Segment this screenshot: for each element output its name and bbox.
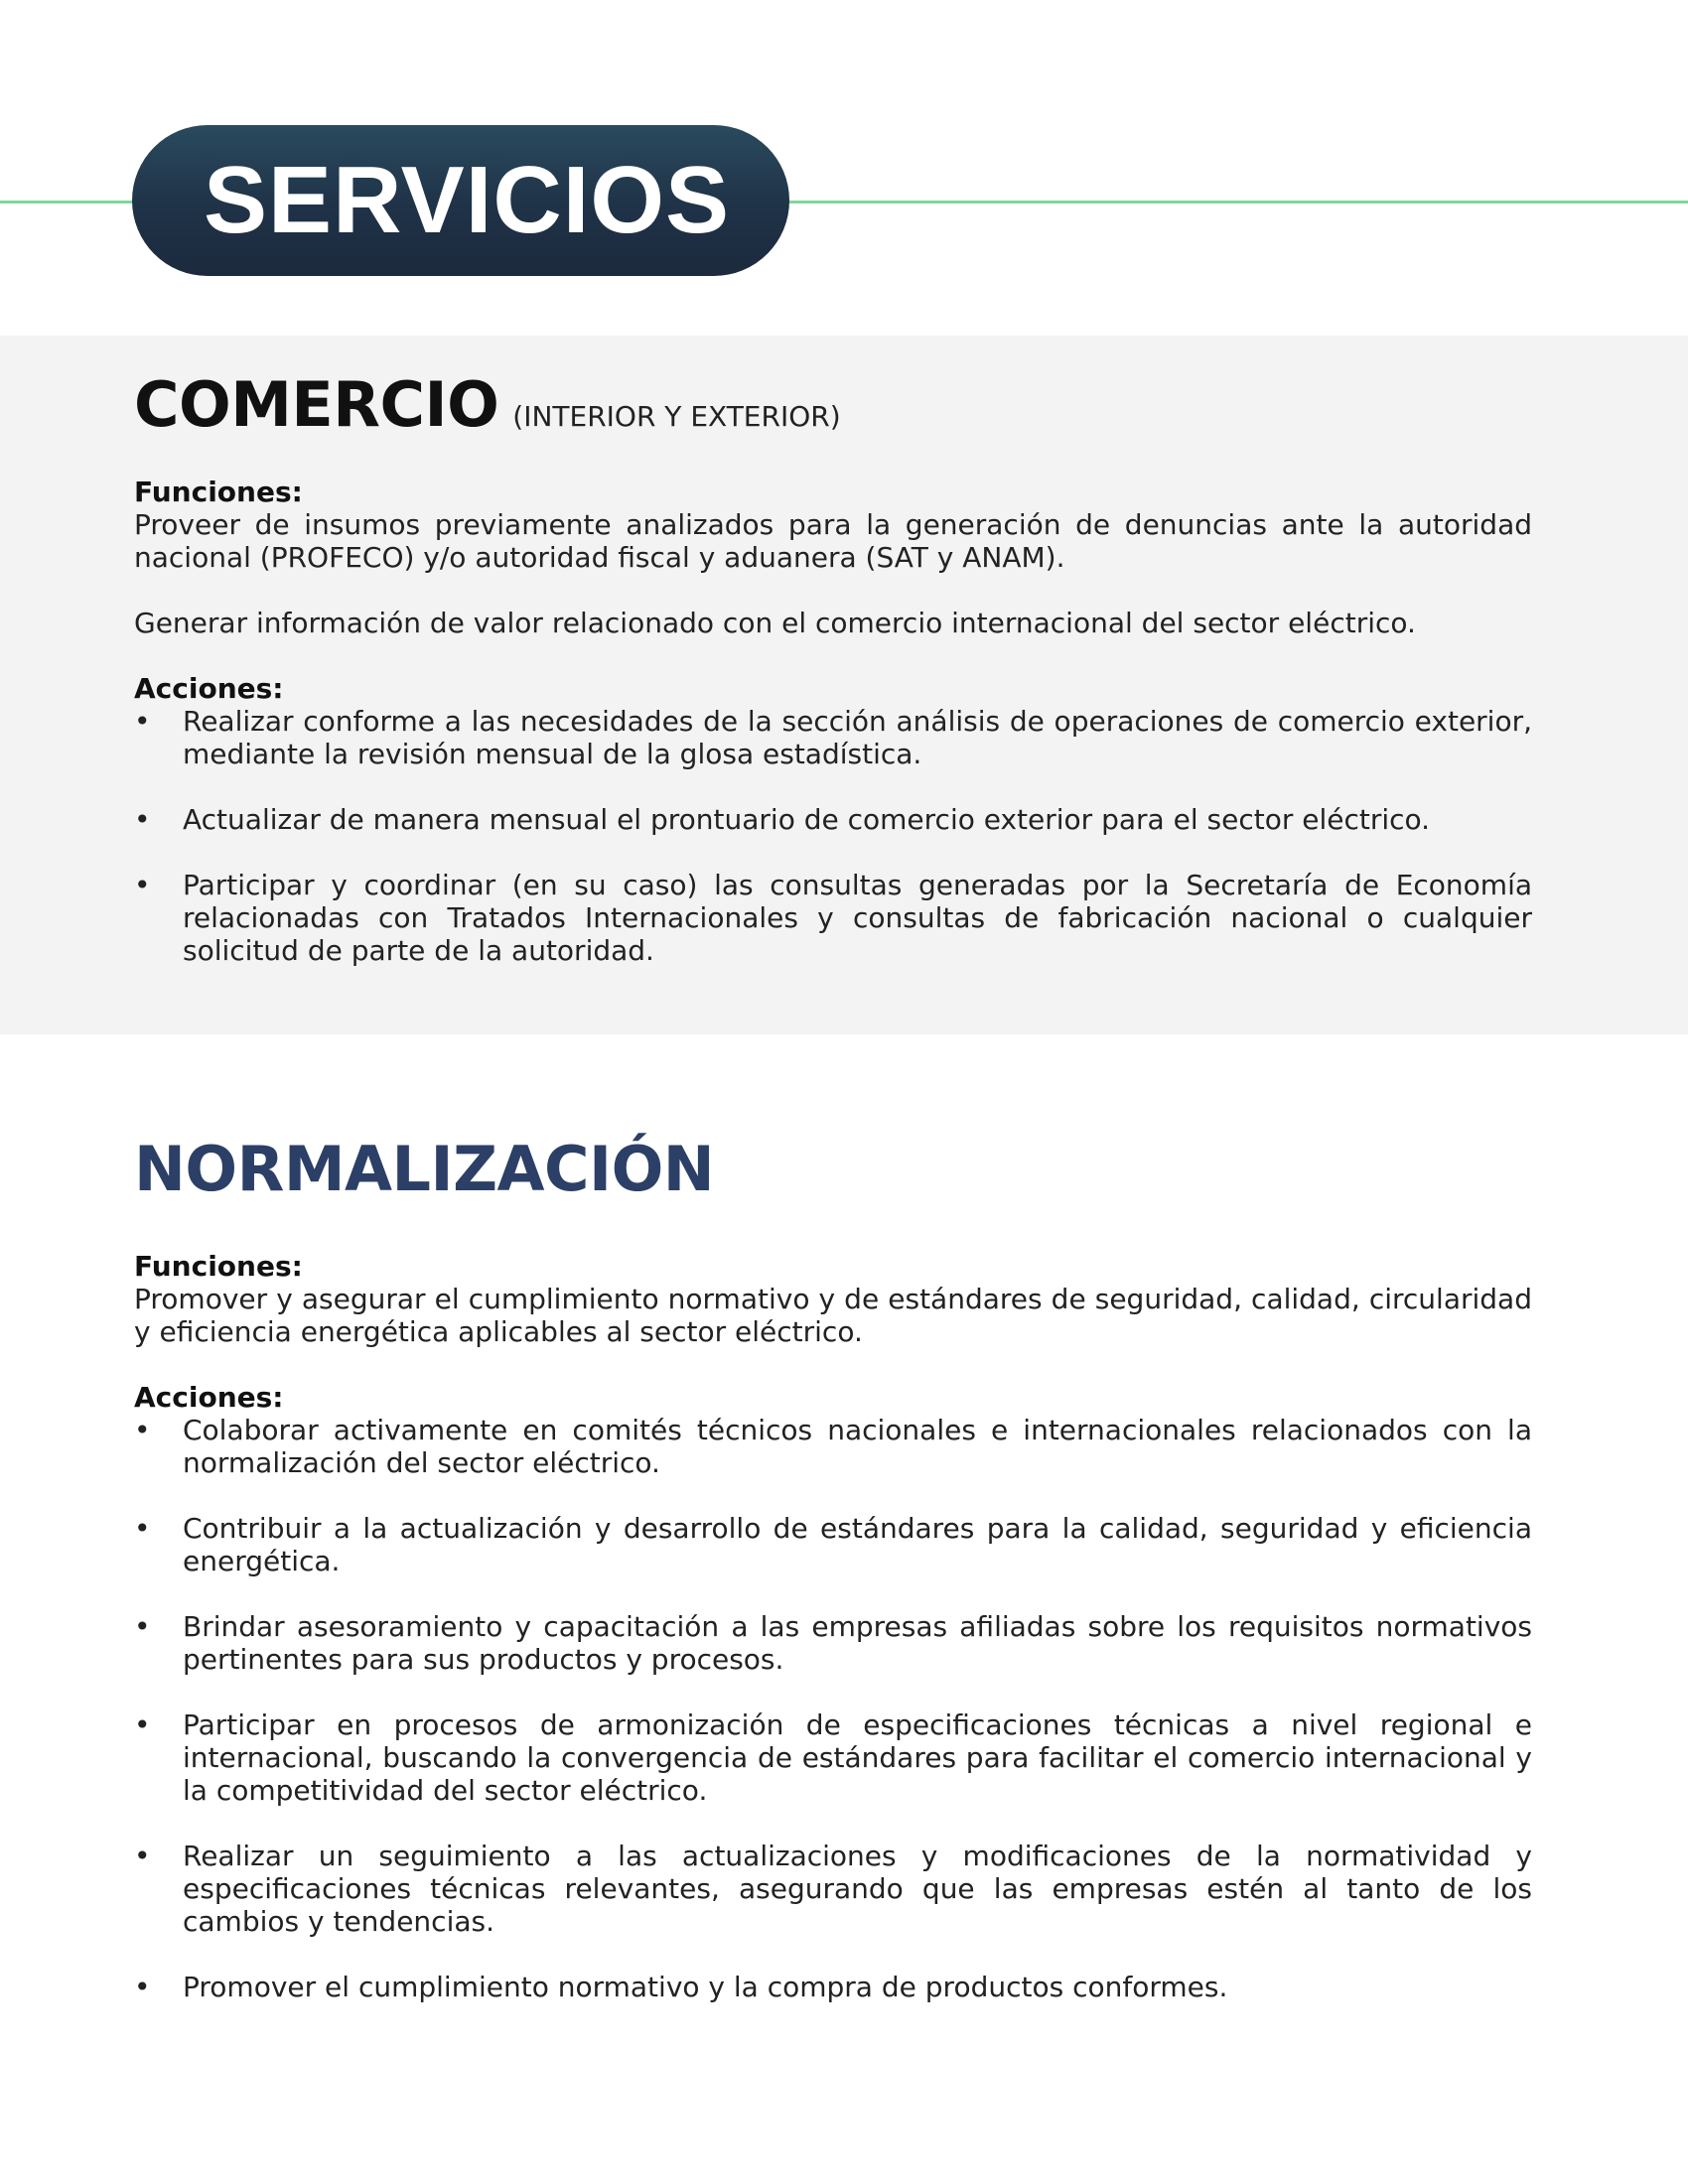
list-item: [134, 803, 1532, 836]
comercio-funcion-paragraph: Generar información de valor relacionado con el comercio internacional del sector eléctrico.: [134, 607, 1416, 640]
comercio-funcion-paragraph: Proveer de insumos previamente analizados para la generación de denuncias ante la autoridad nacional (PROFECO) y/o autoridad fiscal y aduanera (SAT y ANAM).: [134, 508, 1532, 575]
list-item-text: Brindar asesoramiento y capacitación a las empresas afiliadas sobre los requisitos normativos pertinentes para sus productos y procesos.: [183, 1610, 1532, 1677]
list-item: [134, 1708, 1532, 1807]
list-item-text: Participar y coordinar (en su caso) las consultas generadas por la Secretaría de Economía relacionadas con Tratados Internacionales y consultas de fabricación nacional o cualquier solicitud de parte de la autoridad.: [183, 869, 1532, 968]
normalizacion-acciones-list: [134, 1414, 1532, 2003]
comercio-acciones-list: [134, 705, 1532, 967]
bullet-icon: •: [134, 1512, 151, 1546]
bullet-icon: •: [134, 705, 151, 739]
comercio-title: COMERCIO: [134, 368, 499, 441]
spacer: [134, 1348, 1532, 1381]
list-item-text: Realizar conforme a las necesidades de la sección análisis de operaciones de comercio exterior, mediante la revisión mensual de la glosa estadística.: [183, 705, 1532, 771]
list-item-text: Contribuir a la actualización y desarrollo de estándares para la calidad, seguridad y eficiencia energética.: [183, 1512, 1532, 1578]
list-item-text: Promover el cumplimiento normativo y la compra de productos conformes.: [183, 1971, 1228, 2004]
spacer: [134, 1204, 1532, 1250]
list-item: [134, 1971, 1532, 2003]
comercio-subtitle: (INTERIOR Y EXTERIOR): [512, 400, 841, 433]
bullet-icon: •: [134, 803, 151, 837]
normalizacion-section: [134, 1134, 1532, 2003]
bullet-icon: •: [134, 1414, 151, 1447]
list-item: [134, 1414, 1532, 1479]
bullet-icon: •: [134, 1971, 151, 2004]
list-item: [134, 869, 1532, 967]
list-item: [134, 1840, 1532, 1938]
normalizacion-title: NORMALIZACIÓN: [134, 1133, 715, 1205]
normalizacion-funcion-paragraph: Promover y asegurar el cumplimiento normativo y de estándares de seguridad, calidad, circularidad y eficiencia energética aplicables al sector eléctrico.: [134, 1283, 1532, 1349]
comercio-acciones-label: Acciones:: [134, 672, 284, 706]
list-item: [134, 1610, 1532, 1676]
comercio-funciones-label: Funciones:: [134, 476, 303, 509]
list-item: [134, 1512, 1532, 1577]
normalizacion-acciones-label: Acciones:: [134, 1381, 284, 1415]
list-item-text: Actualizar de manera mensual el prontuario de comercio exterior para el sector eléctrico.: [183, 803, 1431, 837]
page-title: SERVICIOS: [204, 147, 731, 253]
title-pill: [132, 125, 789, 276]
comercio-heading: [134, 369, 1532, 440]
page-header: [0, 0, 1688, 336]
list-item-text: Realizar un seguimiento a las actualizaciones y modificaciones de la normatividad y especificaciones técnicas relevantes, asegurando que las empresas estén al tanto de los cambios y tendencias.: [183, 1840, 1532, 1939]
bullet-icon: •: [134, 869, 151, 902]
list-item-text: Colaborar activamente en comités técnicos nacionales e internacionales relacionados con la normalización del sector eléctrico.: [183, 1414, 1532, 1480]
spacer: [134, 574, 1532, 607]
bullet-icon: •: [134, 1610, 151, 1644]
spacer: [134, 639, 1532, 672]
normalizacion-funciones-label: Funciones:: [134, 1250, 303, 1284]
comercio-section: [134, 369, 1532, 967]
spacer: [134, 440, 1532, 476]
bullet-icon: •: [134, 1708, 151, 1742]
bullet-icon: •: [134, 1840, 151, 1873]
list-item: [134, 705, 1532, 770]
list-item-text: Participar en procesos de armonización de especificaciones técnicas a nivel regional e internacional, buscando la convergencia de estándares para facilitar el comercio internacional y la competitividad del sector eléctrico.: [183, 1708, 1532, 1808]
normalizacion-heading: [134, 1134, 1532, 1204]
